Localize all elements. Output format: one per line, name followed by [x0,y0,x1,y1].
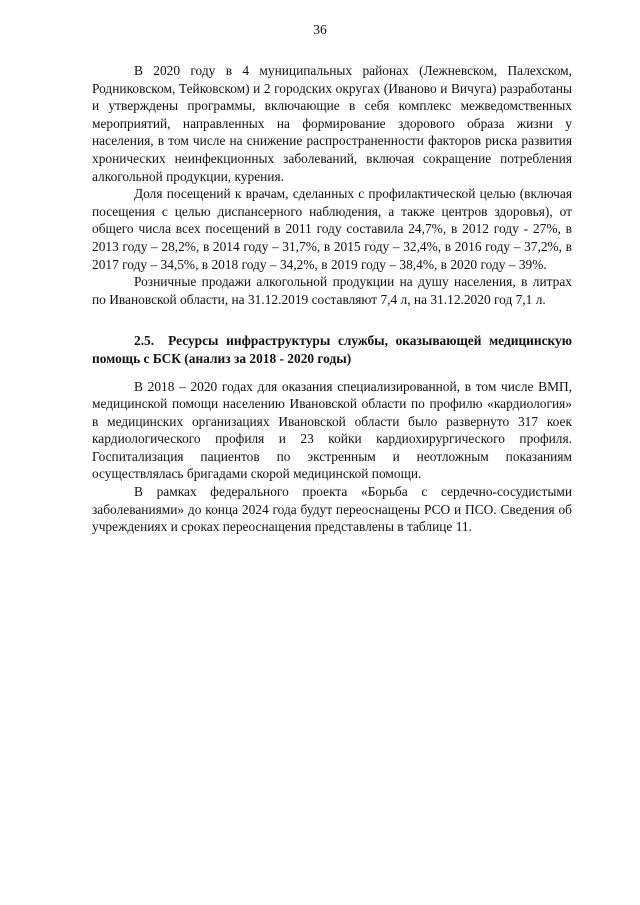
paragraph-federal-project: В рамках федерального проекта «Борьба с сердечно-сосудистыми заболеваниями» до конца 2024 года будут переоснащены РСО и ПСО. Сведения об учреждениях и сроках переоснащения представлены в таблице 11. [92,484,572,535]
paragraph-alcohol-sales: Розничные продажи алкогольной продукции на душу населения, в литрах по Ивановской области, на 31.12.2019 составляют 7,4 л, на 31.12.2020 год 7,1 л. [92,274,572,307]
page-number: 36 [313,22,327,37]
section-number: 2.5. [134,333,155,349]
paragraph-cardiology-beds: В 2018 – 2020 годах для оказания специализированной, в том числе ВМП, медицинской помощи населению Ивановской области по профилю «кардиология» в медицинских организациях Ивановской области было развернуто 317 коек кардиологического профиля и 23 койки кардиохирургического профиля. Госпитализация пациентов по экстренным и неотложным показаниям осуществлялась бригадами скорой медицинской помощи. [92,378,572,482]
document-body [92,62,572,536]
section-title: Ресурсы инфраструктуры службы, оказывающей медицинскую помощь с БСК (анализ за 2018 - 2020 годы) [92,333,572,366]
paragraph-healthy-lifestyle-programs: В 2020 году в 4 муниципальных районах (Лежневском, Палехском, Родниковском, Тейковском) и 2 городских округах (Иваново и Вичуга) разработаны и утверждены программы, включающие в себя комплекс межведомственных мероприятий, направленных на формирование здорового образа жизни у населения, в том числе на снижение распространенности факторов риска развития хронических неинфекционных заболеваний, включая сокращение потребления алкогольной продукции, курения. [92,63,572,184]
section-heading [92,332,572,367]
paragraph-preventive-visits-share: Доля посещений к врачам, сделанных с профилактической целью (включая посещения с целью диспансерного наблюдения, а также центров здоровья), от общего числа всех посещений в 2011 году составила 24,7%, в 2012 году - 27%, в 2013 году – 28,2%, в 2014 году – 31,7%, в 2015 году – 32,4%, в 2016 году – 37,2%, в 2017 году – 34,5%, в 2018 году – 34,2%, в 2019 году – 38,4%, в 2020 году – 39%. [92,186,572,272]
